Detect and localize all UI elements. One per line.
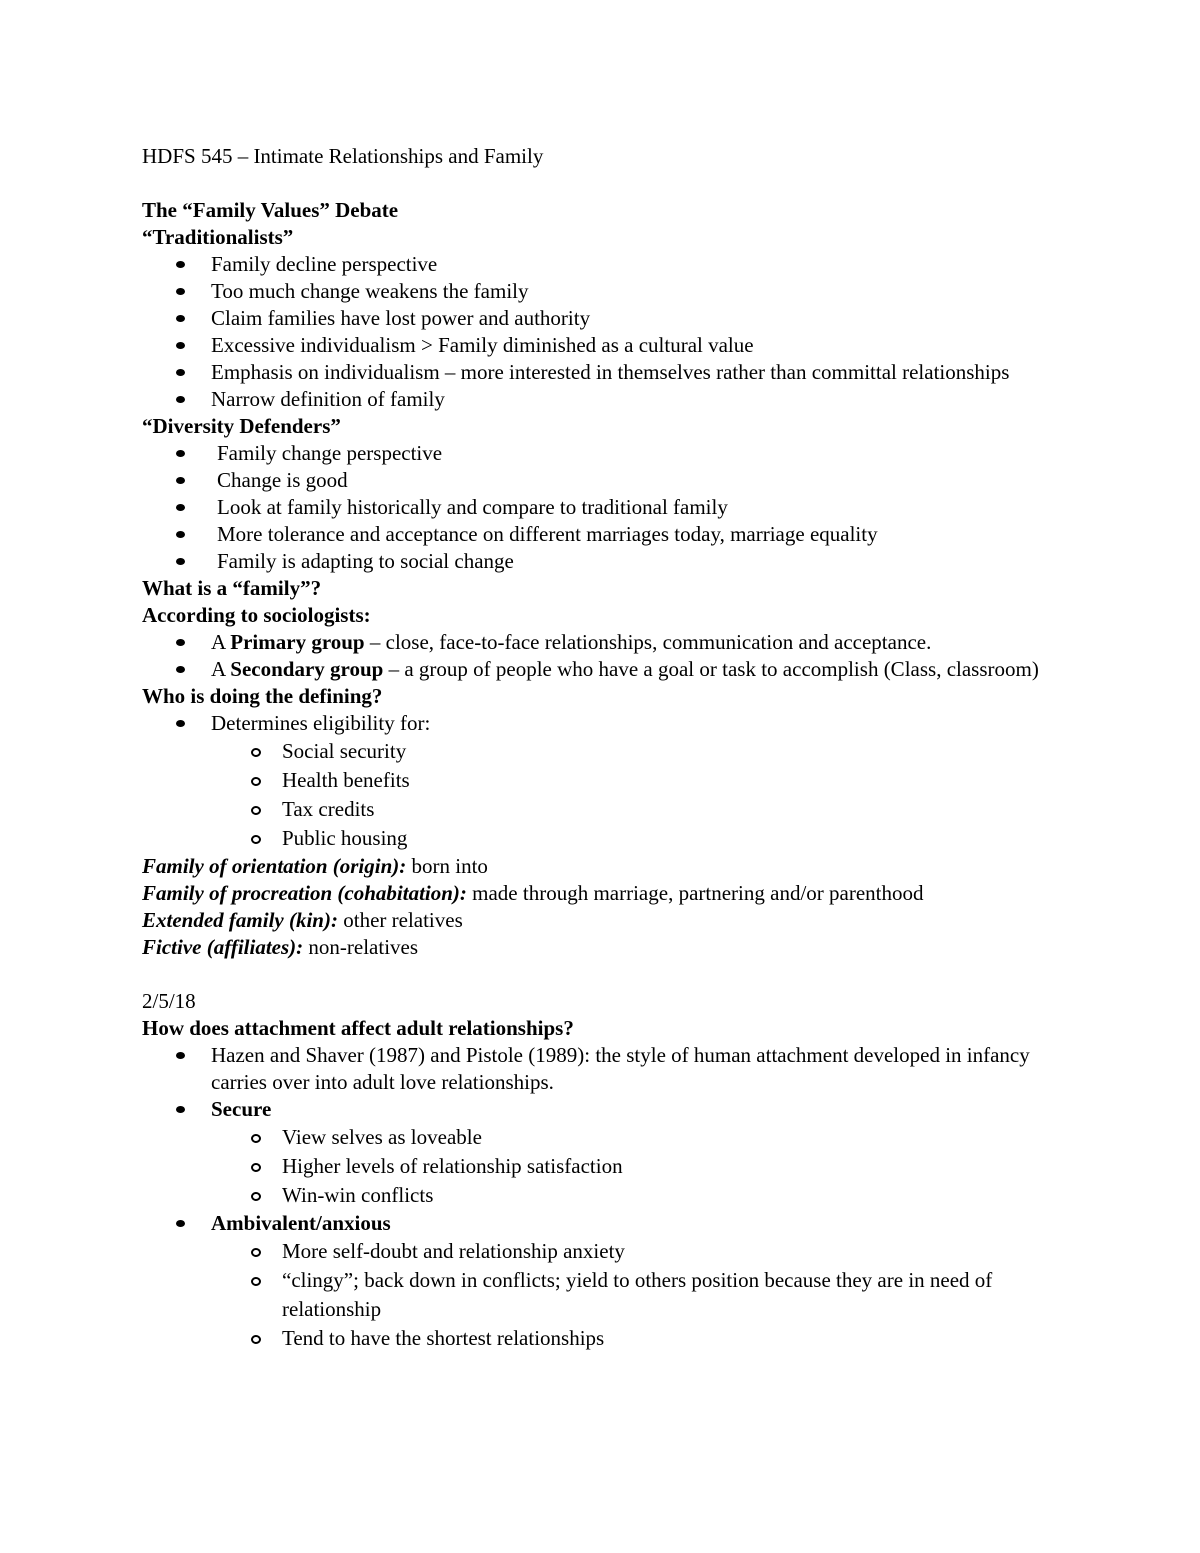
list-item: More tolerance and acceptance on different marriages today, marriage equality	[142, 521, 1062, 548]
secondary-term: Secondary group	[230, 657, 384, 681]
sub-list-item: Social security	[211, 737, 1062, 766]
term-procreation	[142, 880, 1062, 907]
defining-heading: Who is doing the defining?	[142, 684, 383, 708]
list-item: Claim families have lost power and authority	[142, 305, 1062, 332]
primary-term: Primary group	[230, 630, 365, 654]
term-definition: made through marriage, partnering and/or parenthood	[466, 881, 924, 905]
traditionalists-heading: “Traditionalists”	[142, 225, 294, 249]
list-item: Look at family historically and compare to traditional family	[142, 494, 1062, 521]
list-item-ambivalent	[142, 1210, 1062, 1353]
term-orientation	[142, 853, 1062, 880]
list-item: Narrow definition of family	[142, 386, 1062, 413]
list-item	[142, 710, 1062, 853]
term-label: Fictive (affiliates):	[142, 935, 304, 959]
sociologists-heading: According to sociologists:	[142, 603, 371, 627]
spacer	[142, 170, 1062, 197]
sub-list-item: Public housing	[211, 824, 1062, 853]
diversity-heading: “Diversity Defenders”	[142, 414, 341, 438]
list-item: Emphasis on individualism – more interested in themselves rather than committal relationships	[142, 359, 1062, 386]
family-question-heading: What is a “family”?	[142, 576, 322, 600]
list-item: Change is good	[142, 467, 1062, 494]
list-item: Family is adapting to social change	[142, 548, 1062, 575]
attachment-heading: How does attachment affect adult relationships?	[142, 1016, 574, 1040]
primary-prefix: A	[211, 630, 231, 654]
sub-list-item: Health benefits	[211, 766, 1062, 795]
term-fictive	[142, 934, 1062, 961]
defining-list	[142, 710, 1062, 853]
spacer	[142, 961, 1062, 988]
list-item-secure	[142, 1096, 1062, 1210]
list-item: Family change perspective	[142, 440, 1062, 467]
secondary-prefix: A	[211, 657, 231, 681]
list-item: Hazen and Shaver (1987) and Pistole (1989): the style of human attachment developed in infancy carries over into adult love relationships.	[142, 1042, 1062, 1096]
document-page	[142, 143, 1062, 1353]
debate-heading: The “Family Values” Debate	[142, 198, 399, 222]
term-definition: other relatives	[337, 908, 463, 932]
term-label: Extended family (kin):	[142, 908, 338, 932]
term-definition: non-relatives	[303, 935, 419, 959]
term-label: Family of procreation (cohabitation):	[142, 881, 467, 905]
sub-list-item: Higher levels of relationship satisfaction	[211, 1152, 1062, 1181]
ambivalent-sublist	[142, 1237, 1062, 1353]
list-item-secondary-group	[142, 656, 1062, 683]
eligibility-text: Determines eligibility for:	[211, 711, 431, 735]
list-item-primary-group	[142, 629, 1062, 656]
list-item: Excessive individualism > Family diminished as a cultural value	[142, 332, 1062, 359]
term-definition: born into	[406, 854, 488, 878]
list-item: Too much change weakens the family	[142, 278, 1062, 305]
list-item: Family decline perspective	[142, 251, 1062, 278]
sub-list-item: More self-doubt and relationship anxiety	[211, 1237, 1062, 1266]
secure-sublist	[142, 1123, 1062, 1210]
secure-label: Secure	[211, 1097, 272, 1121]
group-list	[142, 629, 1062, 683]
secondary-text: – a group of people who have a goal or task to accomplish (Class, classroom)	[383, 657, 1039, 681]
ambivalent-label: Ambivalent/anxious	[211, 1211, 391, 1235]
sub-list-item: “clingy”; back down in conflicts; yield to others position because they are in need of relationship	[211, 1266, 1062, 1324]
diversity-list	[142, 440, 1062, 575]
traditionalists-list	[142, 251, 1062, 413]
term-label: Family of orientation (origin):	[142, 854, 407, 878]
sub-list-item: Win-win conflicts	[211, 1181, 1062, 1210]
attachment-list	[142, 1042, 1062, 1353]
primary-text: – close, face-to-face relationships, communication and acceptance.	[364, 630, 932, 654]
sub-list-item: Tend to have the shortest relationships	[211, 1324, 1062, 1353]
term-extended	[142, 907, 1062, 934]
sub-list-item: View selves as loveable	[211, 1123, 1062, 1152]
sub-list-item: Tax credits	[211, 795, 1062, 824]
date-label: 2/5/18	[142, 989, 196, 1013]
course-title: HDFS 545 – Intimate Relationships and Family	[142, 144, 544, 168]
eligibility-sublist	[142, 737, 1062, 853]
